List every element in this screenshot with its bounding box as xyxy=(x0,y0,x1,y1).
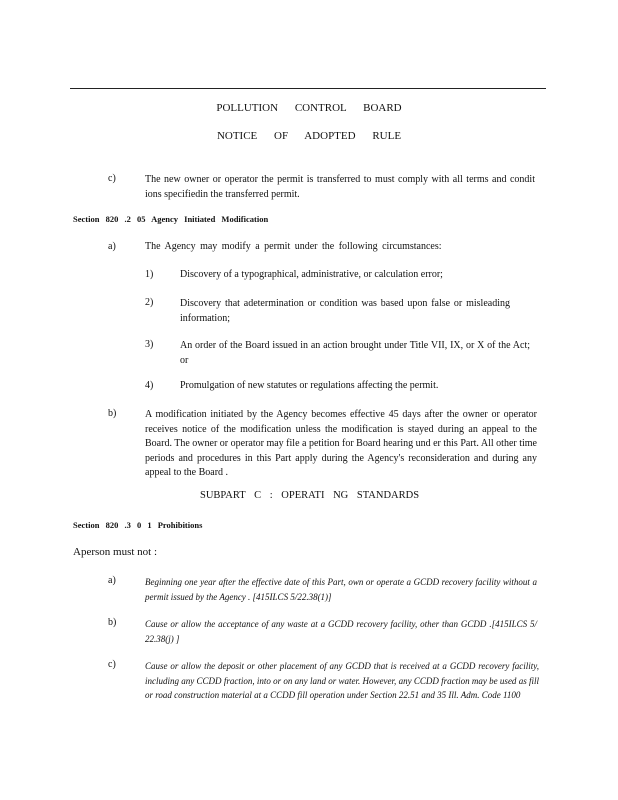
list-marker: b) xyxy=(108,617,117,628)
header-rule xyxy=(70,88,546,89)
list-marker: 3) xyxy=(145,339,154,350)
list-marker: a) xyxy=(108,575,116,586)
section-intro: Aperson must not : xyxy=(73,546,158,558)
list-marker: 4) xyxy=(145,380,154,391)
item-marker: c) xyxy=(108,173,116,184)
list-marker: 2) xyxy=(145,297,154,308)
list-item-text: An order of the Board issued in an action brought under Title VII, IX, or X of the Act; or xyxy=(180,340,530,366)
subpart-heading: SUBPART C : OPERATI NG STANDARDS xyxy=(200,490,420,501)
item-text: The new owner or operator the permit is transferred to must comply with all terms and condit ions specifiedin the transferred permit. xyxy=(145,174,535,200)
list-item-text: Discovery of a typographical, administrative, or calculation error; xyxy=(180,269,443,280)
subsection-text: The Agency may modify a permit under the following circumstances: xyxy=(145,241,442,252)
list-item-text: Beginning one year after the effective date of this Part, own or operate a GCDD recovery facility without a permit issued by the Agency . [415ILCS 5/22.38(1)] xyxy=(145,577,537,602)
subsection-marker: a) xyxy=(108,241,116,252)
list-item-text: Discovery that adetermination or condition was based upon false or misleading information; xyxy=(180,298,510,324)
document-subtitle: NOTICE OF ADOPTED RULE xyxy=(216,130,402,142)
list-item-text: Promulgation of new statutes or regulations affecting the permit. xyxy=(180,380,439,391)
list-marker: 1) xyxy=(145,269,154,280)
section-heading: Section 820 .2 05 Agency Initiated Modification xyxy=(73,214,269,224)
subsection-text: A modification initiated by the Agency becomes effective 45 days after the owner or operator receives notice of the modification unless the modification is stayed during an appeal to the Board. The owner or operator may file a petition for Board hearing und er this Part. All other time periods and procedures in this Part apply during the Agency's reconsideration and during any appeal to the Board . xyxy=(145,409,537,478)
subsection-marker: b) xyxy=(108,408,117,419)
list-item-text: Cause or allow the acceptance of any waste at a GCDD recovery facility, other than GCDD .[415ILCS 5/ 22.38(j) ] xyxy=(145,619,537,644)
list-item-text: Cause or allow the deposit or other placement of any GCDD that is received at a GCDD recovery facility, including any CCDD fraction, into or on any land or water. However, any CCDD fraction may be used as fill or road construction material at a CCDD fill operation under Section 22.51 and 35 Ill. Adm. Code 1100 xyxy=(145,661,539,700)
section-heading: Section 820 .3 0 1 Prohibitions xyxy=(73,520,203,530)
document-title: POLLUTION CONTROL BOARD xyxy=(216,102,402,114)
list-marker: c) xyxy=(108,659,116,670)
